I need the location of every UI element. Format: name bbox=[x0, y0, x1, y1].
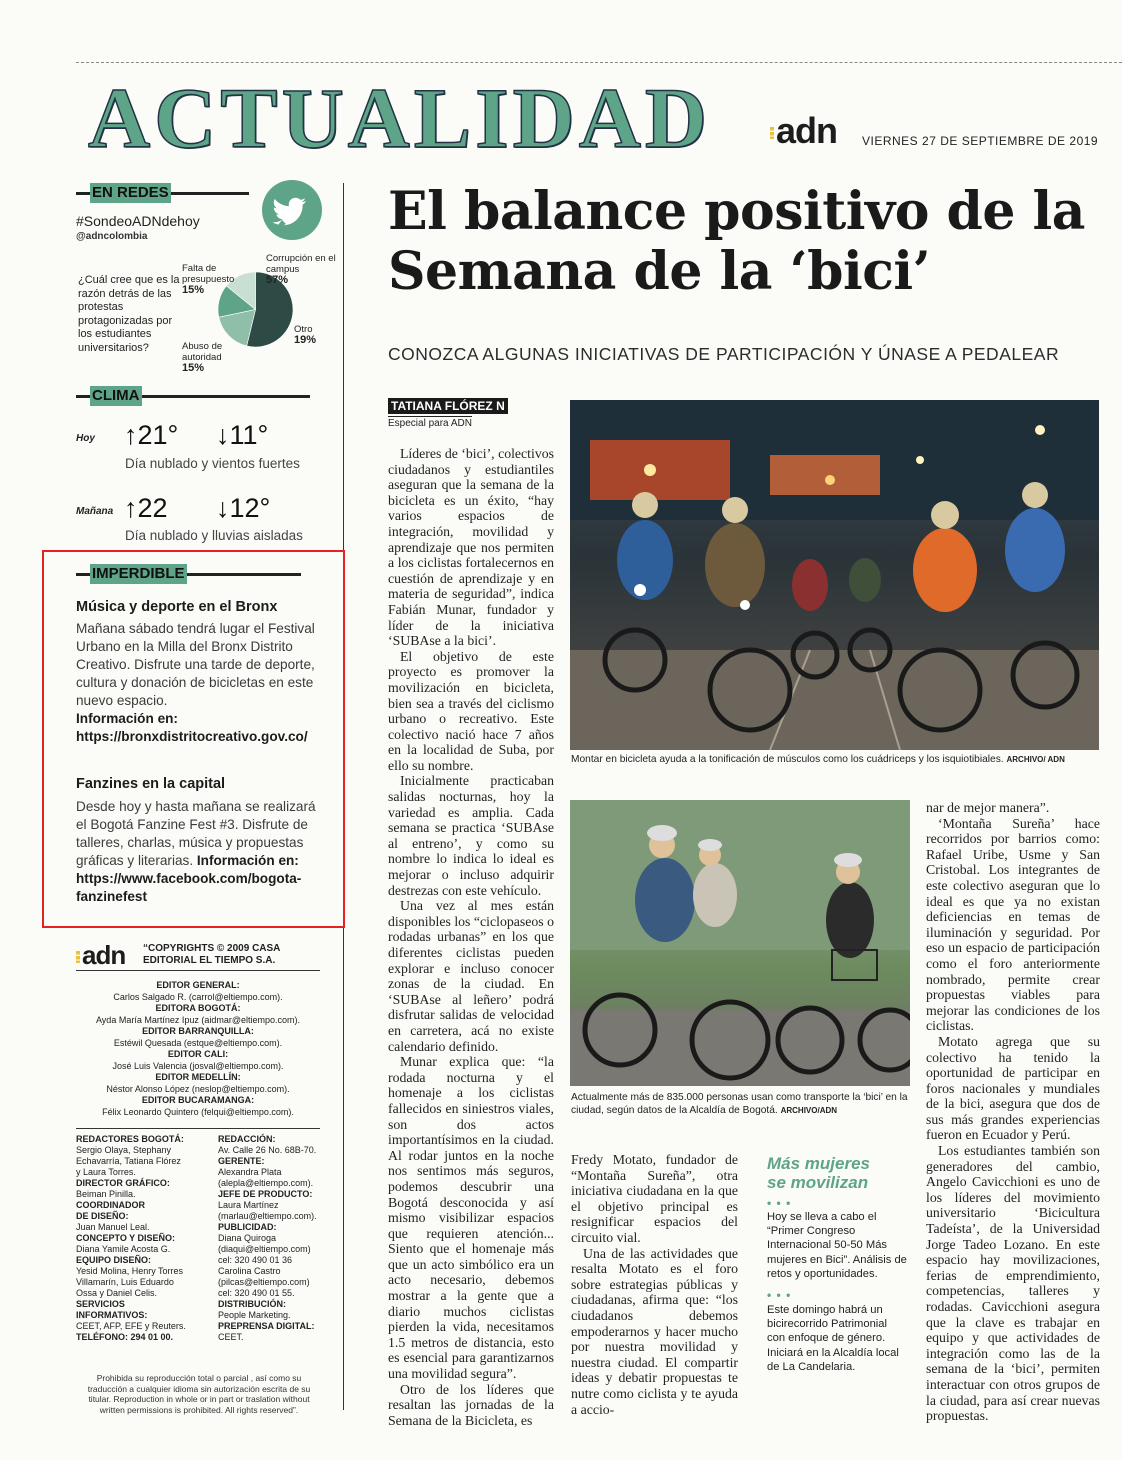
poll-handle: @adncolombia bbox=[76, 231, 148, 242]
staff-line: EQUIPO DISEÑO: bbox=[76, 1255, 152, 1265]
staff-line: (alepla@eltiempo.com). bbox=[218, 1178, 314, 1188]
imperdible-item-text bbox=[76, 798, 326, 906]
twitter-icon bbox=[262, 180, 322, 240]
article-paragraph: nar de mejor manera”. bbox=[926, 800, 1050, 815]
article-column-2 bbox=[571, 1152, 738, 1417]
staff-line: DIRECTOR GRÁFICO: bbox=[76, 1178, 170, 1188]
temp-min-manana: ↓12° bbox=[216, 493, 271, 523]
clima-day-manana: Mañana bbox=[76, 506, 114, 517]
issue-date: VIERNES 27 DE SEPTIEMBRE DE 2019 bbox=[862, 134, 1099, 148]
editor-name: Carlos Salgado R. (carrol@eltiempo.com). bbox=[113, 991, 283, 1002]
staff-line: DE DISEÑO: bbox=[76, 1211, 129, 1221]
staff-line: GERENTE: bbox=[218, 1156, 265, 1166]
en-redes-tag: EN REDES bbox=[92, 184, 169, 201]
adn-logo bbox=[770, 110, 837, 152]
header-bar bbox=[76, 395, 90, 398]
pie-label-value: 15% bbox=[182, 284, 205, 296]
editor-role: EDITOR BARRANQUILLA: bbox=[142, 1026, 254, 1036]
editor-name: Néstor Alonso López (neslop@eltiempo.com). bbox=[106, 1083, 290, 1094]
staff-list-right bbox=[218, 1134, 333, 1343]
staff-line: Echavarría, Tatiana Flórez bbox=[76, 1156, 181, 1166]
staff-line: Villamarín, Luis Eduardo bbox=[76, 1277, 174, 1287]
editor-role: EDITOR CALI: bbox=[167, 1049, 229, 1059]
editor-role: EDITORA BOGOTÁ: bbox=[155, 1003, 241, 1013]
article-paragraph: Líderes de ‘bici’, colectivos ciudadanos y estudiantiles aseguran que la semana de la bicicleta es un éxito, “hay varios espacios de integración, movilidad y aprendizaje que nos permiten a los ciclistas fortalecernos en cuestión de aprendizaje y en materia de seguridad”, indica Fabián Munar, fundador y líder de la iniciativa ‘SUBAse a la bici’. bbox=[388, 446, 555, 649]
editor-name: José Luis Valencia (josval@eltiempo.com). bbox=[112, 1060, 284, 1071]
credits-rule bbox=[76, 1128, 320, 1129]
staff-list-left bbox=[76, 1134, 191, 1343]
article-paragraph: ‘Montaña Sureña’ hace recorridos por barrios como: Rafael Uribe, Usme y San Cristobal. Los integrantes de este colectivo aseguran que lo ideal es que ya no existan deficiencias en temas de iluminación y seguridad. Por eso un espacio de participación como el foro anteriormente nombrado, permite crear propuestas viables para mejorar las condiciones de los ciclistas. bbox=[926, 815, 1100, 1034]
article-paragraph: Munar explica que: “la rodada nocturna y el homenaje a los ciclistas fallecidos en siniestros viales, son dos actos importantísimos en la ciudad. Al rodar juntos en la noche nos sentimos más seguros, podemos descubrir una Bogotá desconocida y así mismo visibilizar espacios que requieren atención... Siento que el homenaje más que un acto simbólico era un acto necesario, debemos mostrar a la gente que a diario muchos ciclistas pierden la vida, necesitamos 1.5 metros de distancia, esto es esencial para garantizarnos una movilidad segura”. bbox=[388, 1054, 554, 1382]
article-column-3 bbox=[926, 800, 1100, 1424]
credits-adn-logo bbox=[76, 940, 125, 971]
imperdible-item-title: Fanzines en la capital bbox=[76, 776, 226, 792]
sidebox-title: Más mujeres se movilizan bbox=[767, 1154, 870, 1192]
staff-line: Av. Calle 26 No. 68B-70. bbox=[218, 1145, 317, 1155]
caption-text: Actualmente más de 835.000 personas usan como transporte la ‘bici’ en la ciudad, según datos de la Alcaldía de Bogotá. bbox=[571, 1092, 908, 1116]
legal-notice: Prohibida su reproducción total o parcial , así como su traducción a cualquier idioma sin autorización escrita de su titular. Reproduction in whole or in part or traslation without written permissions is prohibited. All rights reserved”. bbox=[87, 1373, 311, 1415]
imperdible-info-label: Información en: bbox=[76, 711, 178, 726]
header-bar bbox=[171, 192, 249, 195]
editor-name: Estéwil Quesada (estque@eltiempo.com). bbox=[113, 1037, 283, 1048]
poll-question: ¿Cuál cree que es la razón detrás de las protestas protagonizadas por los estudiantes universitarios? bbox=[78, 274, 180, 354]
staff-line: REDACTORES BOGOTÁ: bbox=[76, 1134, 184, 1144]
copyright-notice: “COPYRIGHTS © 2009 CASA EDITORIAL EL TIEMPO S.A. bbox=[143, 943, 281, 966]
sidebox-item: Este domingo habrá un bicirecorrido Patrimonial con enfoque de género. Iniciará en la Alcaldía local de La Candelaria. bbox=[767, 1304, 899, 1373]
pie-label-corrupcion bbox=[266, 253, 336, 286]
editor-name: Félix Leonardo Quintero (felqui@eltiempo.com). bbox=[102, 1106, 294, 1117]
clima-day-hoy: Hoy bbox=[76, 433, 95, 444]
pie-label-value: 19% bbox=[294, 334, 317, 346]
staff-line: CEET. bbox=[218, 1332, 244, 1342]
staff-line: REDACCIÓN: bbox=[218, 1134, 276, 1144]
article-paragraph: Inicialmente practicaban salidas nocturnas, hoy la variedad es amplia. Cada semana se practica ‘SUBAse al entreno’, y como su nombre lo indica lo ideal es mejorar o incluso adquirir destrezas con este vehículo. bbox=[388, 773, 554, 898]
caption-credit: ARCHIVO/ ADN bbox=[1006, 755, 1065, 764]
staff-line: SERVICIOS bbox=[76, 1299, 125, 1309]
header-bar bbox=[187, 573, 301, 576]
pie-label-text: Falta de presupuesto bbox=[182, 263, 235, 285]
staff-line: CEET, AFP, EFE y Reuters. bbox=[76, 1321, 186, 1331]
temp-min-hoy: ↓11° bbox=[216, 420, 269, 450]
sidebox-bullet-dots: • • • bbox=[767, 1288, 792, 1302]
en-redes-header bbox=[76, 183, 249, 203]
article-paragraph: Los estudiantes también son generadores del cambio, Angelo Cavicchioni es uno de los líderes del movimiento universitario ‘Bicicultura Tadeísta’, de la Universidad Jorge Tadeo Lozano. En este espacio hay movilizaciones, ferias de emprendimiento, competencias, talleres y rodadas. Cavicchioni asegura que la clave es trabajar en equipo y que actividades de integración como las de la semana de la ‘bici’, permiten interactuar con otros grupos de la ciudad, para así crear nuevas propuestas. bbox=[926, 1143, 1100, 1424]
header-bar bbox=[76, 573, 90, 576]
logo-text: adn bbox=[82, 940, 126, 970]
article-author: TATIANA FLÓREZ N bbox=[388, 398, 508, 414]
staff-line: (diaqui@eltiempo.com) bbox=[218, 1244, 311, 1254]
article-paragraph: El objetivo de este proyecto es promover la movilización en bicicleta, bien sea a través del ciclismo urbano o recreativo. Este colectivo nació hace 7 años en la localidad de Suba, por ello su nombre. bbox=[388, 648, 554, 773]
staff-line: PUBLICIDAD: bbox=[218, 1222, 277, 1232]
temp-max-hoy: ↑21° bbox=[124, 420, 179, 450]
imperdible-header bbox=[76, 564, 301, 584]
header-bar bbox=[142, 395, 310, 398]
editor-role: EDITOR GENERAL: bbox=[156, 980, 240, 990]
article-paragraph: Otro de los líderes que resaltan las jornadas de la Semana de la Bicicleta, es bbox=[388, 1381, 554, 1428]
night-cyclists-photo bbox=[570, 400, 1099, 750]
clima-header bbox=[76, 386, 310, 406]
imperdible-item-body: Desde hoy y hasta mañana se realizará el Bogotá Fanzine Fest #3. Disfrute de talleres, charlas, música y propuestas gráficas y literarias. bbox=[76, 799, 316, 868]
article-headline: El balance positivo de la Semana de la ‘bici’ bbox=[388, 181, 1085, 302]
staff-line: Beiman Pinilla. bbox=[76, 1189, 136, 1199]
imperdible-link[interactable]: https://bronxdistritocreativo.gov.co/ bbox=[76, 729, 308, 744]
imperdible-tag: IMPERDIBLE bbox=[92, 565, 185, 582]
article-paragraph: Una de las actividades que resalta Motato es el foro sobre estrategias públicas y ciudadanas, afirma que: “los ciudadanos debemos empoderarnos y hacer mucho por nuestra movilidad y nuestra ciudad. El compartir ideas y debatir propuestas te nutre como ciclista y te ayuda a accio- bbox=[571, 1245, 738, 1417]
pie-label-abuso bbox=[182, 341, 228, 374]
staff-line: CONCEPTO Y DISEÑO: bbox=[76, 1233, 176, 1243]
staff-line: y Laura Torres. bbox=[76, 1167, 136, 1177]
article-paragraph: Una vez al mes están disponibles los “ciclopaseos o rodadas urbanas” en los que diferentes ciclistas pueden explorar e incluso conocer zonas de la ciudad. En ‘SUBAse al leñero’ podrá disfrutar salidas de velocidad en carretera, acá no existe calendario definido. bbox=[388, 898, 554, 1054]
staff-line: Alexandra Plata bbox=[218, 1167, 282, 1177]
article-column-1 bbox=[388, 446, 554, 1428]
sidebox-item: Hoy se lleva a cabo el “Primer Congreso Internacional 50-50 Más mujeres en Bici”. Análisis de retos y oportunidades. bbox=[767, 1211, 907, 1280]
caption-text: Montar en bicicleta ayuda a la tonificación de músculos como los cuádriceps y los isquiotibiales. bbox=[571, 754, 1004, 765]
article-subhead: CONOZCA ALGUNAS INICIATIVAS DE PARTICIPACIÓN Y ÚNASE A PEDALEAR bbox=[388, 344, 1060, 364]
article-paragraph: Fredy Motato, fundador de “Montaña Sureña”, otra iniciativa ciudadana en la que el objetivo principal es resignificar espacios del circuito vial. bbox=[571, 1152, 738, 1245]
staff-line: Yesid Molina, Henry Torres bbox=[76, 1266, 184, 1276]
staff-line: JEFE DE PRODUCTO: bbox=[218, 1189, 313, 1199]
clima-desc-manana: Día nublado y lluvias aisladas bbox=[125, 528, 303, 543]
imperdible-link[interactable]: https://www.facebook.com/bogota-fanzinefest bbox=[76, 871, 302, 904]
header-bar bbox=[76, 192, 90, 195]
pie-label-text: Abuso de autoridad bbox=[182, 341, 223, 363]
staff-line: cel: 320 490 01 55. bbox=[218, 1288, 295, 1298]
staff-line: Sergio Olaya, Stephany bbox=[76, 1145, 172, 1155]
pie-label-otro bbox=[294, 324, 316, 346]
pie-label-falta bbox=[182, 263, 238, 296]
poll-hashtag: #SondeoADNdehoy bbox=[76, 213, 200, 229]
staff-line: cel: 320 490 01 36 bbox=[218, 1255, 293, 1265]
pie-label-value: 57% bbox=[266, 274, 289, 286]
clima-tag: CLIMA bbox=[92, 387, 140, 404]
staff-line: Laura Martínez bbox=[218, 1200, 279, 1210]
staff-line: People Marketing. bbox=[218, 1310, 291, 1320]
logo-dots-icon bbox=[76, 951, 80, 963]
staff-line: COORDINADOR bbox=[76, 1200, 145, 1210]
staff-line: Carolina Castro bbox=[218, 1266, 281, 1276]
staff-line: INFORMATIVOS: bbox=[76, 1310, 148, 1320]
staff-line: Juan Manuel Leal. bbox=[76, 1222, 150, 1232]
logo-dots-icon bbox=[770, 127, 774, 139]
temp-max-manana: ↑22 bbox=[124, 493, 168, 523]
editor-name: Ayda María Martínez Ipuz (aidmar@eltiempo.com). bbox=[95, 1014, 301, 1025]
editors-list bbox=[76, 980, 320, 1118]
article-author-sub: Especial para ADN bbox=[388, 418, 472, 429]
staff-line: PREPRENSA DIGITAL: bbox=[218, 1321, 315, 1331]
staff-line: (pilcas@eltiempo.com) bbox=[218, 1277, 310, 1287]
caption-credit: ARCHIVO/ADN bbox=[780, 1105, 838, 1115]
pie-label-text: Otro bbox=[294, 324, 313, 335]
staff-line: TELÉFONO: 294 01 00. bbox=[76, 1332, 174, 1342]
article-paragraph: Motato agrega que su colectivo ha tenido la oportunidad de participar en foros nacionales y mundiales de la bici, asegura que dos de sus más grandes experiencias fueron en Ecuador y Perú. bbox=[926, 1033, 1100, 1143]
photo2-caption bbox=[571, 1092, 911, 1117]
sidebox-bullet-dots: • • • bbox=[767, 1196, 792, 1210]
imperdible-info-label: Información en: bbox=[196, 853, 299, 868]
section-title: ACTUALIDAD bbox=[88, 70, 711, 166]
pie-label-value: 15% bbox=[182, 362, 205, 374]
staff-line: Diana Yamile Acosta G. bbox=[76, 1244, 171, 1254]
staff-line: DISTRIBUCIÓN: bbox=[218, 1299, 286, 1309]
editor-role: EDITOR BUCARAMANGA: bbox=[141, 1095, 255, 1105]
photo1-caption bbox=[571, 754, 1100, 767]
logo-text: adn bbox=[776, 110, 838, 151]
editor-role: EDITOR MEDELLÍN: bbox=[155, 1072, 241, 1082]
staff-line: Diana Quiroga bbox=[218, 1233, 277, 1243]
credits-rule bbox=[76, 970, 320, 971]
imperdible-item-text bbox=[76, 620, 326, 746]
staff-line: Ossa y Daniel Celis. bbox=[76, 1288, 158, 1298]
imperdible-item-body: Mañana sábado tendrá lugar el Festival Urbano en la Milla del Bronx Distrito Creativo. Disfrute una tarde de deporte, cultura y donación de bicicletas en este nuevo espacio. bbox=[76, 621, 315, 708]
staff-line: (marlau@eltiempo.com). bbox=[218, 1211, 317, 1221]
header-rule bbox=[76, 62, 1122, 63]
pie-label-text: Corrupción en el campus bbox=[266, 253, 336, 275]
clima-desc-hoy: Día nublado y vientos fuertes bbox=[125, 456, 300, 471]
day-cyclists-photo bbox=[570, 800, 910, 1086]
imperdible-item-title: Música y deporte en el Bronx bbox=[76, 599, 278, 615]
